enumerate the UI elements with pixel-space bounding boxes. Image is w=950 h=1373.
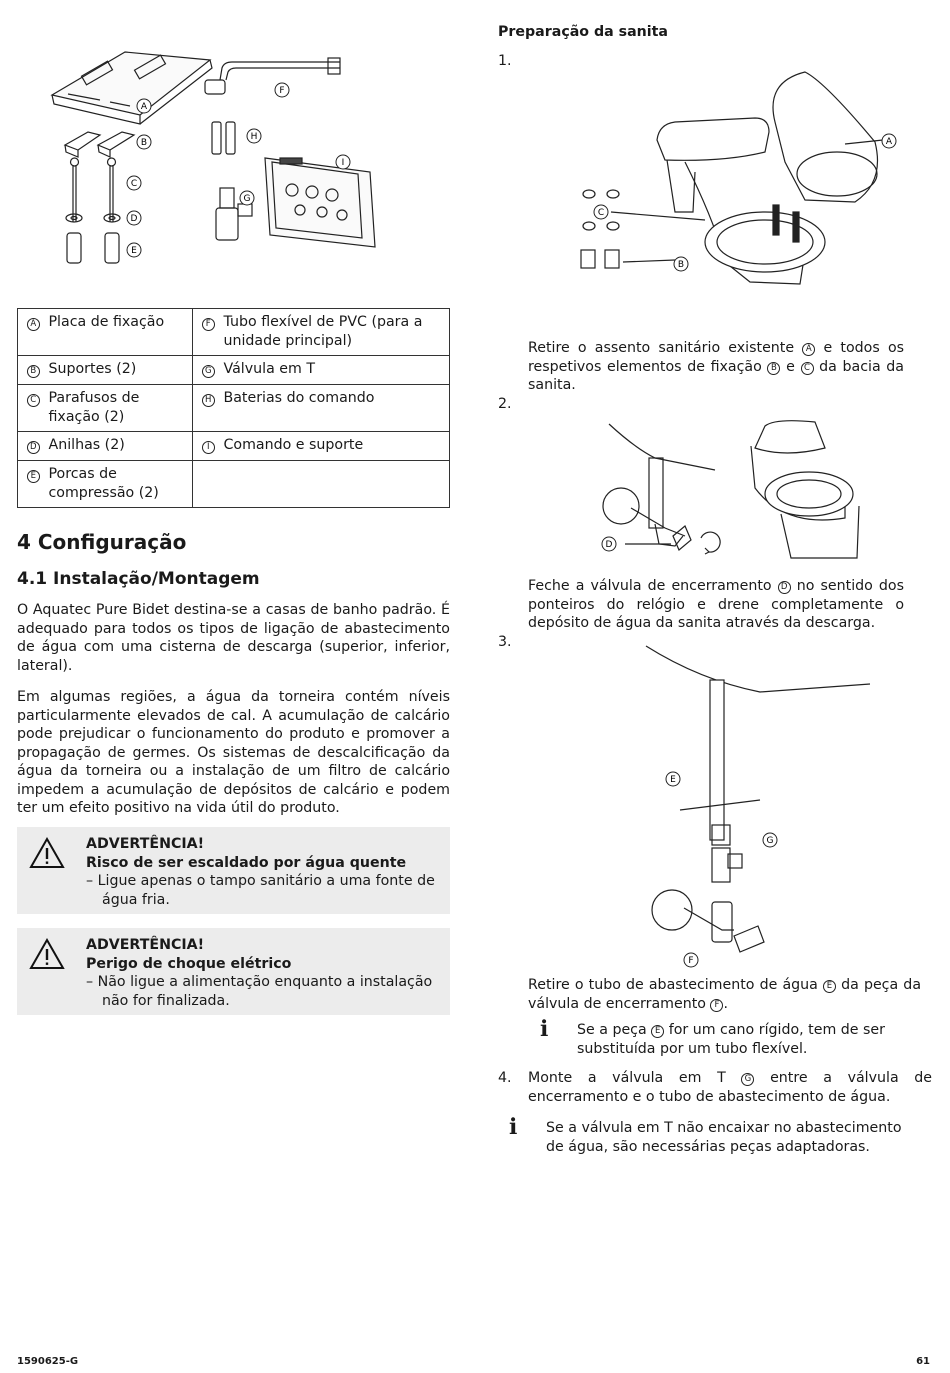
svg-text:C: C <box>597 208 605 218</box>
intro-paragraph: O Aquatec Pure Bidet destina-se a casas de banho padrão. É adequado para todos os tipos de ligação de abastecimento de água com uma cisterna de descarga (superior, inferior, lateral). <box>17 602 450 674</box>
right-heading: Preparação da sanita <box>498 24 668 40</box>
seat-removal-illustration <box>575 62 905 322</box>
table-row: C Parafusos de fixação (2) H Baterias do comando <box>18 385 450 432</box>
step-number: 4. <box>498 1070 512 1086</box>
limescale-paragraph: Em algumas regiões, a água da torneira contém níveis particularmente elevados de cal. A acumulação de calcário pode prejudicar o funcionamento do produto e promover a propagação de germes. Os sistemas de descalcificação da água da torneira ou a instalação de um filtro de calcário impedem a acumulação de depósitos de calcário e podem ter um efeito positivo na vida útil do produto. <box>17 689 450 816</box>
step1-text: Retire o assento sanitário existente A e todos os respetivos elementos de fixação B e C da bacia da sanita. <box>528 340 905 393</box>
fig-label-a: A <box>140 102 148 112</box>
svg-text:F: F <box>279 86 285 96</box>
warning-icon <box>29 837 65 869</box>
svg-text:D: D <box>605 540 613 550</box>
parts-illustration <box>40 40 420 280</box>
svg-text:G: G <box>766 836 774 846</box>
warning-icon <box>29 938 65 970</box>
step-number: 1. <box>498 53 512 69</box>
svg-text:B: B <box>140 138 148 148</box>
warning-box-scald: ADVERTÊNCIA! Risco de ser escaldado por água quente – Ligue apenas o tampo sanitário a uma fonte de água fria. <box>17 827 450 914</box>
info-icon: ℹ <box>540 1017 549 1042</box>
step-number: 3. <box>498 634 512 650</box>
step-number: 2. <box>498 396 512 412</box>
footer-doc-number: 1590625-G <box>17 1356 79 1367</box>
table-row: D Anilhas (2) I Comando e suporte <box>18 432 450 461</box>
section-subtitle: 4.1 Instalação/Montagem <box>17 569 260 589</box>
step3-text: Retire o tubo de abastecimento de água E da peça da válvula de encerramento F . <box>528 977 922 1012</box>
svg-text:D: D <box>130 214 138 224</box>
table-row: B Suportes (2) G Válvula em T <box>18 356 450 385</box>
table-row: A Placa de fixação F Tubo flexível de PVC (para a unidade principal) <box>18 309 450 356</box>
water-supply-illustration <box>640 640 920 970</box>
svg-text:F: F <box>688 956 694 966</box>
svg-text:E: E <box>131 246 137 256</box>
step4-text: Monte a válvula em T G entre a válvula de encerramento e o tubo de abastecimento de água. <box>528 1070 933 1105</box>
info-note-rigid-pipe: ℹ Se a peça E for um cano rígido, tem de ser substituída por um tubo flexível. <box>540 1017 885 1057</box>
svg-text:H: H <box>250 132 258 142</box>
step2-text: Feche a válvula de encerramento D no sentido dos ponteiros do relógio e drene completamente o depósito de água da sanita através da descarga. <box>528 578 904 631</box>
info-icon: ℹ <box>509 1115 518 1140</box>
svg-text:I: I <box>341 158 345 168</box>
table-row: E Porcas de compressão (2) <box>18 461 450 508</box>
warning-box-electric: ADVERTÊNCIA! Perigo de choque elétrico – Não ligue a alimentação enquanto a instalação não for finalizada. <box>17 928 450 1015</box>
svg-text:B: B <box>677 260 685 270</box>
section-title: 4 Configuração <box>17 530 187 554</box>
info-note-adapter: ℹ Se a válvula em T não encaixar no abastecimento de água, são necessárias peças adaptadoras. <box>509 1115 902 1155</box>
svg-text:A: A <box>885 137 893 147</box>
svg-text:G: G <box>243 194 251 204</box>
svg-text:E: E <box>670 775 676 785</box>
parts-table <box>17 308 450 508</box>
svg-text:C: C <box>130 179 138 189</box>
valve-close-illustration <box>595 418 875 563</box>
footer-page-number: 61 <box>916 1356 930 1367</box>
